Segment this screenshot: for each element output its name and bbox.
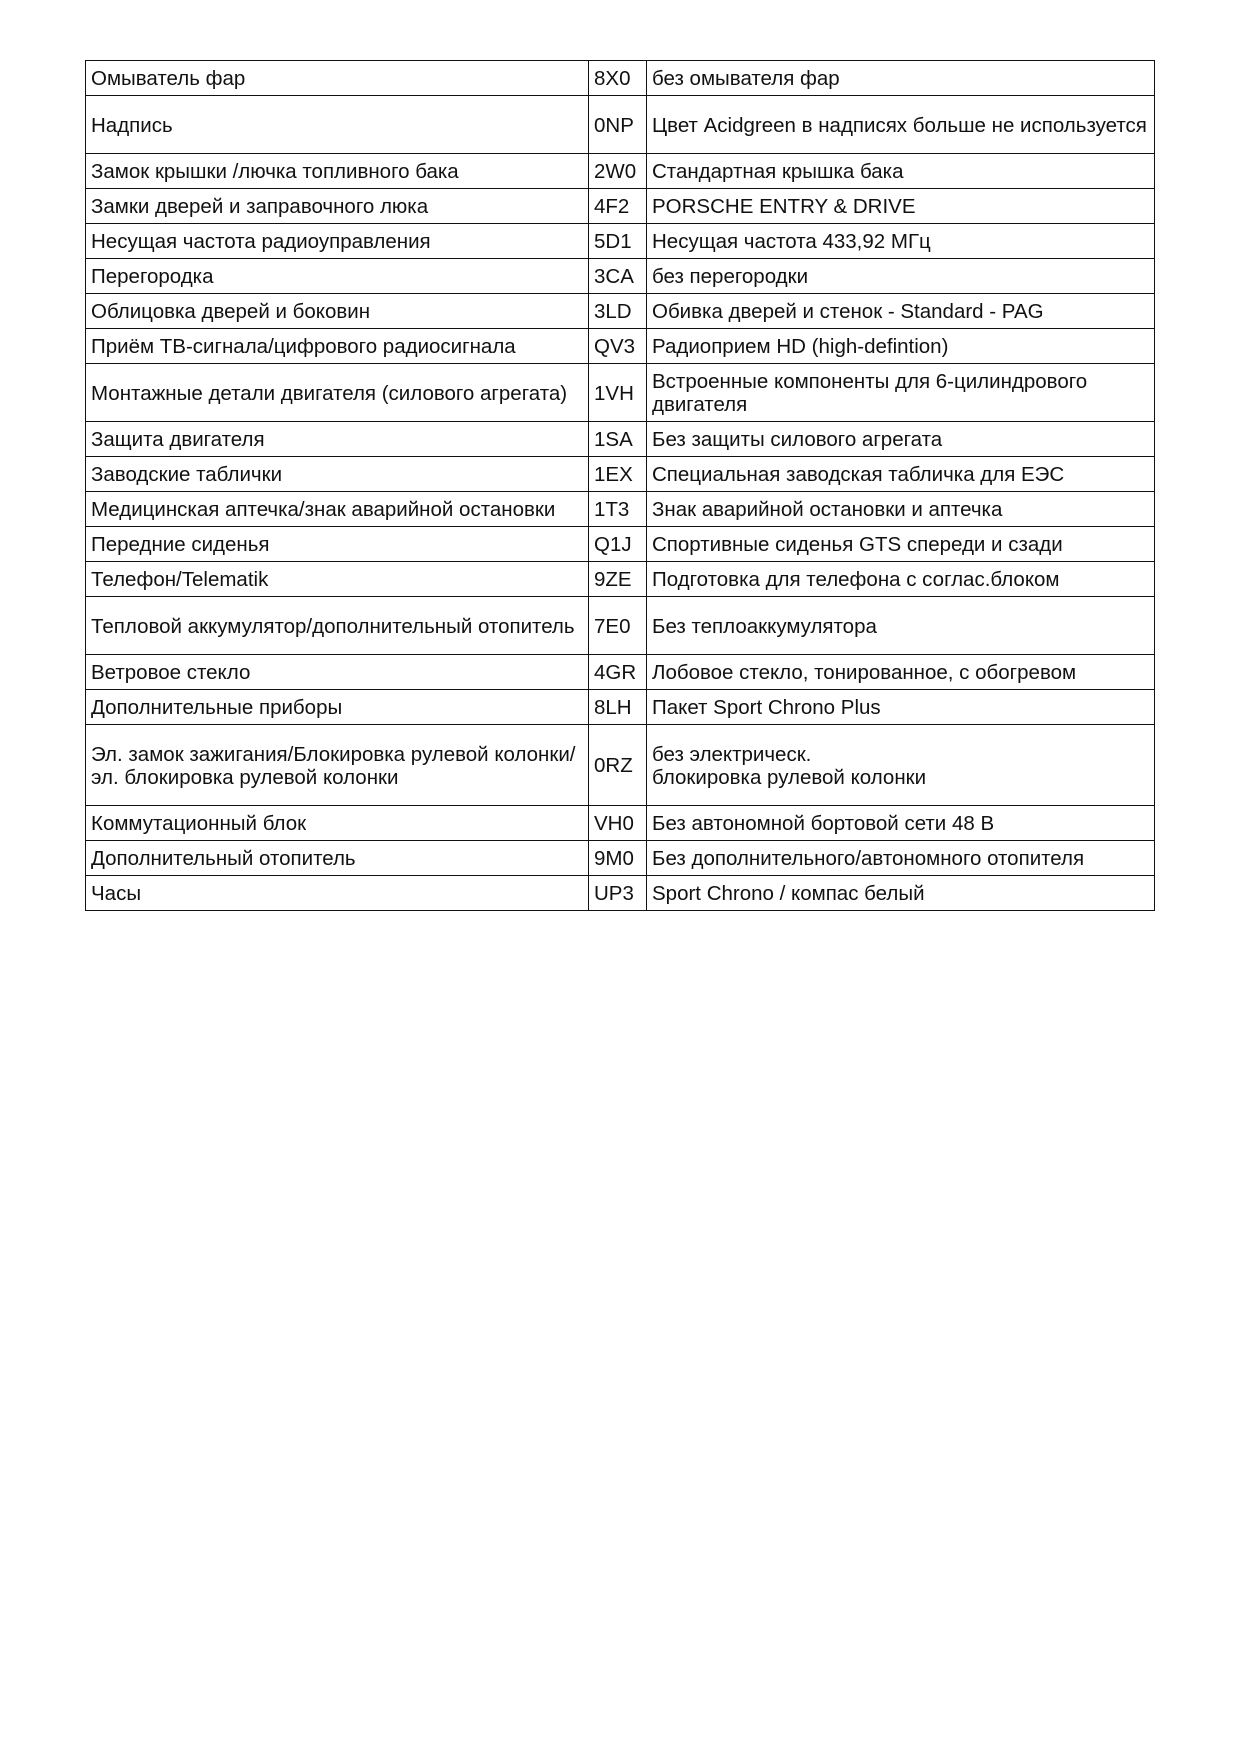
feature-cell: Омыватель фар xyxy=(86,61,589,96)
feature-cell: Надпись xyxy=(86,96,589,154)
description-cell: Лобовое стекло, тонированное, с обогревом xyxy=(647,655,1155,690)
feature-cell: Часы xyxy=(86,876,589,911)
code-cell: Q1J xyxy=(589,527,647,562)
code-cell: 1VH xyxy=(589,364,647,422)
table-row xyxy=(86,294,1155,329)
code-cell: 0NP xyxy=(589,96,647,154)
feature-line: Эл. замок зажигания/Блокировка рулевой колонки/ xyxy=(91,742,576,766)
description-cell: Стандартная крышка бака xyxy=(647,154,1155,189)
table-row xyxy=(86,422,1155,457)
feature-cell: Медицинская аптечка/знак аварийной остановки xyxy=(86,492,589,527)
description-cell: Несущая частота 433,92 МГц xyxy=(647,224,1155,259)
feature-cell: Облицовка дверей и боковин xyxy=(86,294,589,329)
table-row xyxy=(86,806,1155,841)
table-row xyxy=(86,562,1155,597)
code-cell: 8LH xyxy=(589,690,647,725)
code-cell: 3LD xyxy=(589,294,647,329)
feature-cell: Тепловой аккумулятор/дополнительный отопитель xyxy=(86,597,589,655)
feature-cell: Телефон/Telematik xyxy=(86,562,589,597)
description-cell: Встроенные компоненты для 6-цилиндрового двигателя xyxy=(647,364,1155,422)
code-cell: 3CA xyxy=(589,259,647,294)
code-cell: 5D1 xyxy=(589,224,647,259)
table-row xyxy=(86,224,1155,259)
table-row xyxy=(86,597,1155,655)
table-row xyxy=(86,841,1155,876)
options-table xyxy=(85,60,1155,911)
code-cell: 1EX xyxy=(589,457,647,492)
code-cell: 7E0 xyxy=(589,597,647,655)
table-row xyxy=(86,96,1155,154)
code-cell: 9M0 xyxy=(589,841,647,876)
table-row xyxy=(86,655,1155,690)
feature-cell: Замок крышки /лючка топливного бака xyxy=(86,154,589,189)
feature-cell: Перегородка xyxy=(86,259,589,294)
description-cell: без перегородки xyxy=(647,259,1155,294)
feature-cell: Передние сиденья xyxy=(86,527,589,562)
description-cell: Подготовка для телефона с соглас.блоком xyxy=(647,562,1155,597)
description-cell: Обивка дверей и стенок - Standard - PAG xyxy=(647,294,1155,329)
table-row xyxy=(86,492,1155,527)
table-row xyxy=(86,876,1155,911)
description-cell: Пакет Sport Chrono Plus xyxy=(647,690,1155,725)
code-cell: 2W0 xyxy=(589,154,647,189)
description-cell: PORSCHE ENTRY & DRIVE xyxy=(647,189,1155,224)
description-cell: Цвет Acidgreen в надписях больше не используется xyxy=(647,96,1155,154)
feature-cell: Приём ТВ-сигнала/цифрового радиосигнала xyxy=(86,329,589,364)
feature-cell: Ветровое стекло xyxy=(86,655,589,690)
feature-cell: Дополнительный отопитель xyxy=(86,841,589,876)
options-table-body xyxy=(86,61,1155,911)
description-cell: Без автономной бортовой сети 48 В xyxy=(647,806,1155,841)
table-row xyxy=(86,329,1155,364)
table-row xyxy=(86,154,1155,189)
table-row xyxy=(86,725,1155,806)
code-cell: 8X0 xyxy=(589,61,647,96)
description-cell: без омывателя фар xyxy=(647,61,1155,96)
feature-cell: Монтажные детали двигателя (силового агрегата) xyxy=(86,364,589,422)
code-cell: 4F2 xyxy=(589,189,647,224)
description-cell: Радиоприем HD (high-defintion) xyxy=(647,329,1155,364)
description-cell: Без дополнительного/автономного отопителя xyxy=(647,841,1155,876)
description-cell: Специальная заводская табличка для ЕЭС xyxy=(647,457,1155,492)
code-cell: QV3 xyxy=(589,329,647,364)
description-cell xyxy=(647,725,1155,806)
description-cell: Знак аварийной остановки и аптечка xyxy=(647,492,1155,527)
code-cell: 1T3 xyxy=(589,492,647,527)
description-cell: Без теплоаккумулятора xyxy=(647,597,1155,655)
feature-cell: Несущая частота радиоуправления xyxy=(86,224,589,259)
table-row xyxy=(86,364,1155,422)
table-row xyxy=(86,690,1155,725)
code-cell: VH0 xyxy=(589,806,647,841)
feature-cell: Заводские таблички xyxy=(86,457,589,492)
feature-cell: Защита двигателя xyxy=(86,422,589,457)
description-line: блокировка рулевой колонки xyxy=(652,765,927,789)
feature-cell: Коммутационный блок xyxy=(86,806,589,841)
feature-line: эл. блокировка рулевой колонки xyxy=(91,765,399,789)
feature-cell: Замки дверей и заправочного люка xyxy=(86,189,589,224)
code-cell: 0RZ xyxy=(589,725,647,806)
code-cell: 4GR xyxy=(589,655,647,690)
table-row xyxy=(86,259,1155,294)
table-row xyxy=(86,457,1155,492)
code-cell: 1SA xyxy=(589,422,647,457)
feature-cell xyxy=(86,725,589,806)
description-line: без электрическ. xyxy=(652,742,812,766)
description-cell: Sport Chrono / компас белый xyxy=(647,876,1155,911)
description-cell: Спортивные сиденья GTS спереди и сзади xyxy=(647,527,1155,562)
table-row xyxy=(86,61,1155,96)
code-cell: 9ZE xyxy=(589,562,647,597)
feature-cell: Дополнительные приборы xyxy=(86,690,589,725)
table-row xyxy=(86,527,1155,562)
code-cell: UP3 xyxy=(589,876,647,911)
table-row xyxy=(86,189,1155,224)
description-cell: Без защиты силового агрегата xyxy=(647,422,1155,457)
